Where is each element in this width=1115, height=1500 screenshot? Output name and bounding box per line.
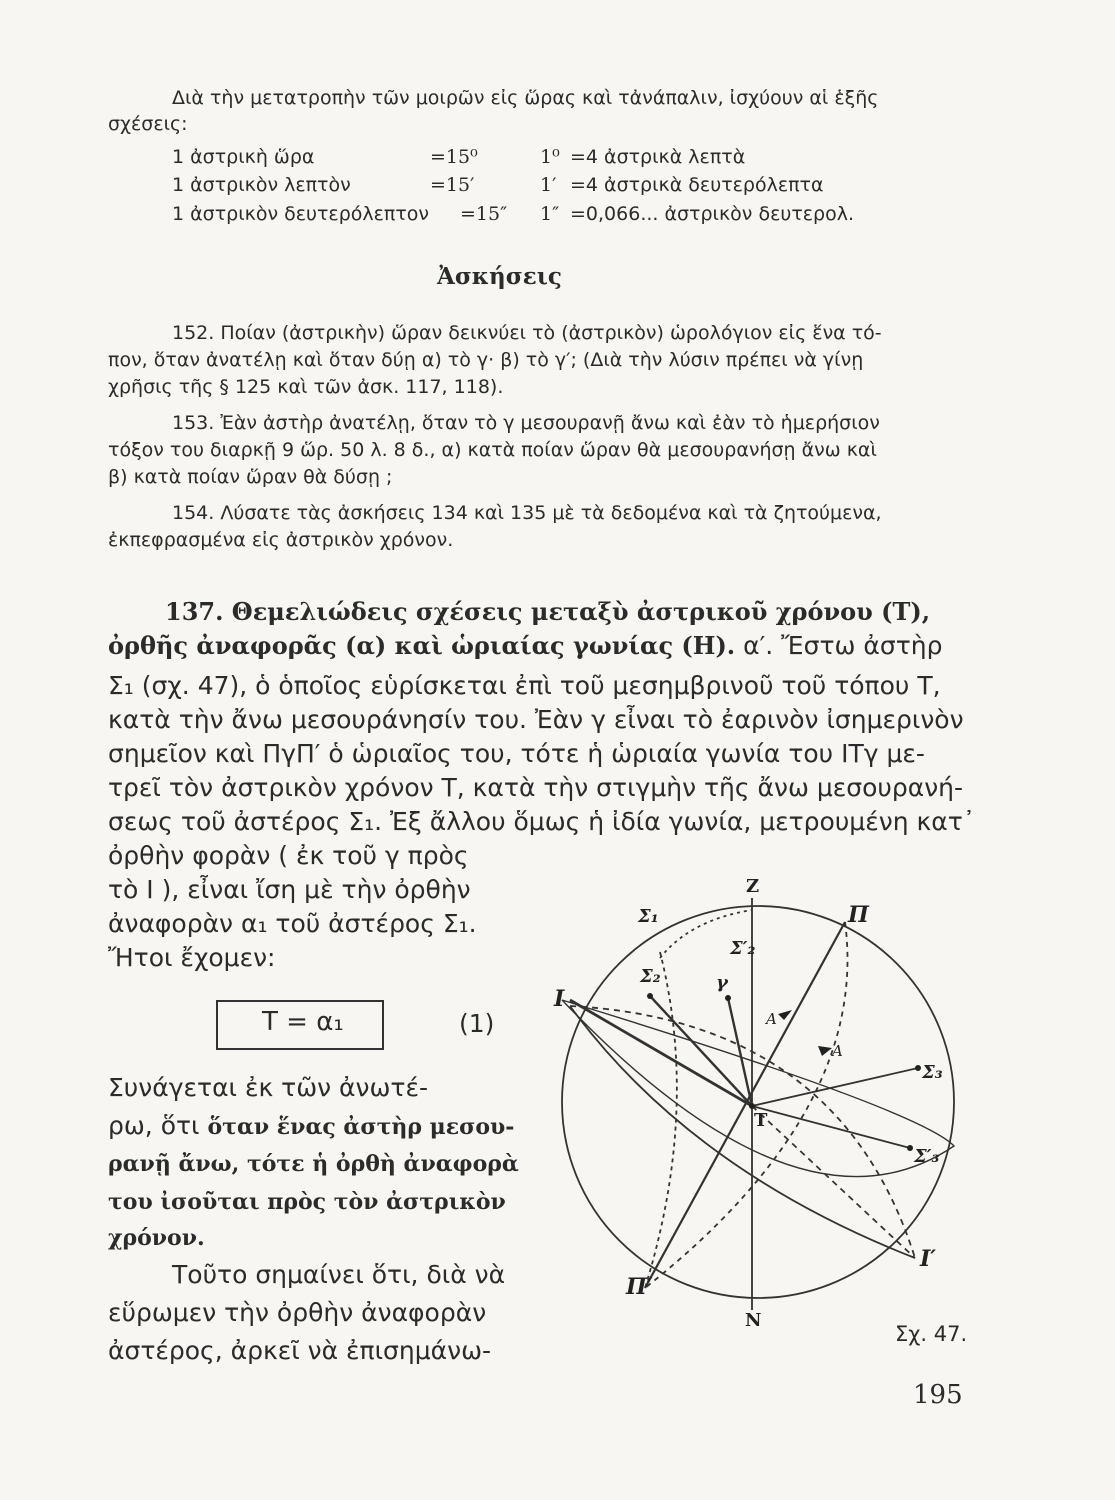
label-t: T	[754, 1110, 768, 1131]
label-n: N	[745, 1310, 762, 1331]
section-title-line-1: 137. Θεμελιώδεις σχέσεις μεταξὺ ἀστρικοῦ χρόνου (Τ),	[165, 597, 931, 626]
body-line: κατὰ τὴν ἄνω μεσουράνησίν του. Ἐὰν γ εἶναι τὸ ἐαρινὸν ἰσημερινὸν	[108, 705, 964, 734]
body-line: Ἤτοι ἔχομεν:	[108, 943, 276, 972]
table-row-1-from: 1⁰	[540, 146, 560, 168]
page-number: 195	[913, 1380, 963, 1410]
figure-caption: Σχ. 47.	[895, 1322, 968, 1346]
table-row-3-result: =0,066... ἀστρικὸν δευτερολ.	[570, 203, 855, 225]
table-row-1-value: =15⁰	[430, 146, 478, 168]
table-row-3-value: =15″	[460, 203, 508, 225]
body-line: ὀρθὴν φορὰν ( ἐκ τοῦ γ πρὸς	[108, 841, 469, 870]
exercise-line: 153. Ἐὰν ἀστὴρ ἀνατέλῃ, ὅταν τὸ γ μεσουρανῇ ἄνω καὶ ἐὰν τὸ ἡμερήσιον	[172, 412, 880, 434]
equator-front	[570, 1006, 915, 1258]
exercise-line: χρῆσις τῆς § 125 καὶ τῶν ἀσκ. 117, 118).	[108, 376, 504, 398]
label-sigma3-prime: Σ′₃	[914, 1146, 940, 1167]
arrow-a1	[778, 1010, 792, 1020]
exercise-line: πον, ὅταν ἀνατέλῃ καὶ ὅταν δύῃ α) τὸ γ· β) τὸ γ′; (Διὰ τὴν λύσιν πρέπει νὰ γίνῃ	[108, 349, 864, 371]
label-i: I	[554, 986, 565, 1012]
body-line: σημεῖον καὶ ΠγΠ′ ὁ ὡριαῖος του, τότε ἡ ὡριαία γωνία του ΙΤγ με-	[108, 739, 925, 768]
table-row-2-result: =4 ἀστρικὰ δευτερόλεπτα	[570, 174, 824, 196]
label-gamma: γ	[716, 972, 728, 993]
table-row-2-from: 1′	[540, 174, 557, 196]
line-ti-prime	[752, 1106, 915, 1258]
conclusion-line	[108, 1106, 514, 1147]
celestial-axis	[645, 922, 845, 1288]
equator-back	[570, 1006, 915, 1258]
equation-label: (1)	[459, 1009, 495, 1038]
intro-line-2: σχέσεις:	[108, 113, 188, 135]
point-sigma2	[647, 993, 653, 999]
point-gamma	[725, 995, 731, 1001]
conclusion-bold-line: του ἰσοῦται πρὸς τὸν ἀστρικὸν	[108, 1189, 506, 1215]
conclusion-plain-start: ρω, ὅτι	[108, 1111, 200, 1140]
exercise-line: β) κατὰ ποίαν ὥραν θὰ δύσῃ ;	[108, 466, 393, 488]
final-line: ἀστέρος, ἀρκεῖ νὰ ἐπισημάνω-	[108, 1336, 492, 1365]
label-sigma2-prime: Σ′₂	[730, 938, 756, 959]
conclusion-line: Συνάγεται ἐκ τῶν ἀνωτέ-	[108, 1073, 429, 1102]
body-line: τρεῖ τὸν ἀστρικὸν χρόνον Τ, κατὰ τὴν στιγμὴν τῆς ἄνω μεσουρανή-	[108, 773, 964, 802]
equation: Τ = α₁	[262, 1007, 344, 1037]
exercise-line: 154. Λύσατε τὰς ἀσκήσεις 134 καὶ 135 μὲ τὰ δεδομένα καὶ τὰ ζητούμενα,	[172, 502, 882, 524]
point-sigma3-prime	[907, 1145, 913, 1151]
arrow-a2	[818, 1046, 832, 1056]
body-line: ἀναφορὰν α₁ τοῦ ἀστέρος Σ₁.	[108, 909, 477, 938]
table-row-3-from: 1″	[540, 203, 560, 225]
horizon-circle	[562, 1000, 954, 1177]
line-tsigma3	[752, 1106, 910, 1148]
label-i-prime: I′	[920, 1246, 937, 1272]
label-pi: Π	[848, 902, 869, 928]
sphere-outline	[562, 906, 954, 1298]
exercise-line: τόξον του διαρκῇ 9 ὥρ. 50 λ. 8 δ., α) κατὰ ποίαν ὥραν θὰ μεσουρανήσῃ ἄνω καὶ	[108, 439, 877, 461]
label-sigma1: Σ₁	[638, 906, 659, 927]
line-tsigma3b	[752, 1068, 918, 1106]
table-row-2-label: 1 ἀστρικὸν λεπτὸν	[172, 174, 351, 196]
celestial-sphere-figure	[540, 870, 980, 1340]
table-row-1-label: 1 ἀστρικὴ ὥρα	[172, 146, 315, 168]
body-line: σεως τοῦ ἀστέρος Σ₁. Ἐξ ἄλλου ὅμως ἡ ἰδία γωνία, μετρουμένη κατ᾽	[108, 807, 976, 836]
section-title-bold: ὀρθῆς ἀναφορᾶς (α) καὶ ὡριαίας γωνίας (Η).	[108, 631, 736, 660]
label-sigma3: Σ₃	[922, 1062, 943, 1083]
body-line: Σ₁ (σχ. 47), ὁ ὁποῖος εὑρίσκεται ἐπὶ τοῦ μεσημβρινοῦ τοῦ τόπου Τ,	[108, 671, 941, 700]
table-row-1-result: =4 ἀστρικὰ λεπτὰ	[570, 146, 746, 168]
label-sigma2: Σ₂	[640, 966, 661, 987]
conclusion-bold-line: χρόνον.	[108, 1225, 205, 1251]
label-a2: A	[832, 1042, 843, 1060]
exercises-heading: Ἀσκήσεις	[437, 263, 562, 290]
label-a1: A	[766, 1010, 777, 1028]
label-z: Z	[746, 876, 760, 897]
section-title-line-2	[108, 626, 942, 666]
conclusion-bold-line: ρανῇ ἄνω, τότε ἡ ὀρθὴ ἀναφορὰ	[108, 1151, 519, 1177]
exercise-line: ἐκπεφρασμένα εἰς ἀστρικὸν χρόνον.	[108, 529, 454, 551]
section-title-rest: α′. Ἔστω ἀστὴρ	[735, 631, 943, 660]
table-row-2-value: =15′	[430, 174, 475, 196]
point-t	[749, 1103, 755, 1109]
final-line: εὕρωμεν τὴν ὀρθὴν ἀναφορὰν	[108, 1298, 487, 1327]
line-tsigma2	[650, 996, 752, 1106]
exercise-line: 152. Ποίαν (ἀστρικὴν) ὥραν δεικνύει τὸ (ἀστρικὸν) ὡρολόγιον εἰς ἕνα τό-	[172, 322, 882, 344]
line-ti	[570, 1000, 752, 1106]
label-pi-prime: Π′	[626, 1274, 653, 1300]
final-line: Τοῦτο σημαίνει ὅτι, διὰ νὰ	[172, 1260, 506, 1289]
conclusion-bold: ὅταν ἕνας ἀστὴρ μεσου-	[207, 1114, 515, 1140]
line-tgamma	[728, 998, 752, 1106]
body-line: τὸ Ι ), εἶναι ἴση μὲ τὴν ὀρθὴν	[108, 875, 471, 904]
point-sigma3	[915, 1065, 921, 1071]
table-row-3-label: 1 ἀστρικὸν δευτερόλεπτον	[172, 203, 430, 225]
intro-line-1: Διὰ τὴν μετατροπὴν τῶν μοιρῶν εἰς ὥρας καὶ τἀνάπαλιν, ἰσχύουν αἱ ἑξῆς	[172, 87, 879, 109]
